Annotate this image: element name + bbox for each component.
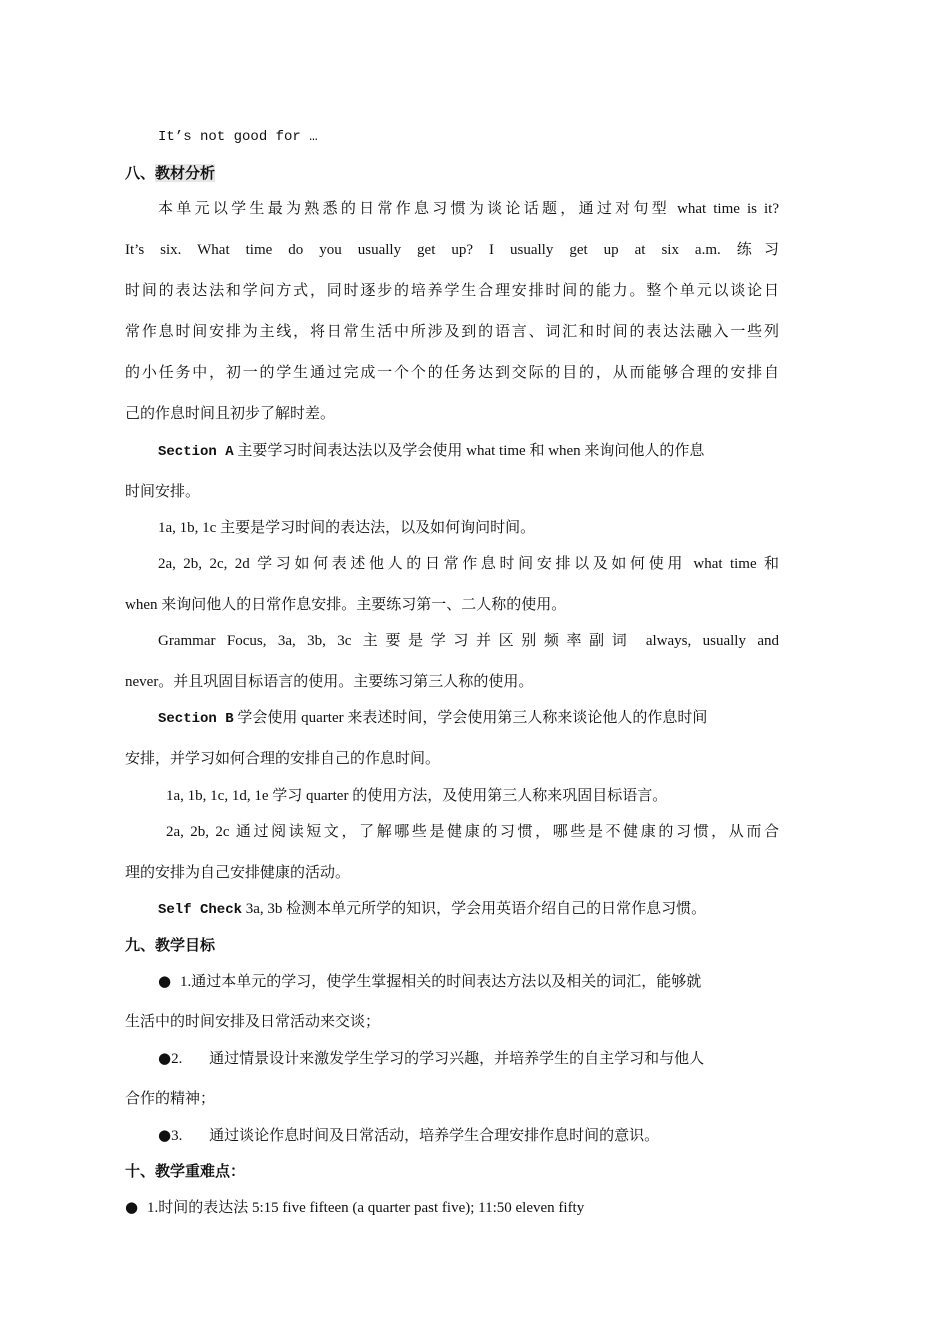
key-point-text: 1.时间的表达法 5:15 five fifteen (a quarter past five); 11:50 eleven fifty	[147, 1200, 585, 1216]
section-heading-10: 十、教学重难点：	[125, 1162, 246, 1180]
bullet-icon: ●	[125, 1198, 139, 1216]
paragraph-line: 的小任务中，初一的学生通过完成一个个的任务达到交际的目的，从而能够合理的安排自	[125, 365, 779, 381]
paragraph-line: 时间安排。	[125, 484, 201, 500]
paragraph-line: 安排，并学习如何合理的安排自己的作息时间。	[125, 751, 441, 767]
section-a-line	[158, 440, 818, 463]
section-a-text: 主要学习时间表达法以及学会使用 what time 和 when 来询问他人的作息	[233, 443, 705, 459]
paragraph-line: 理的安排为自己安排健康的活动。	[125, 865, 351, 881]
bullet-icon: ●	[158, 972, 172, 990]
paragraph-line: 合作的精神；	[125, 1091, 216, 1107]
paragraph-line: 本单元以学生最为熟悉的日常作息习惯为谈论话题，通过对句型 what time is it?	[158, 201, 779, 217]
section-b-text: 学会使用 quarter 来表述时间，学会使用第三人称来谈论他人的作息时间	[233, 710, 708, 726]
heading-number: 八、	[125, 164, 156, 182]
self-check-line	[158, 898, 818, 921]
goal-number: 2.	[171, 1051, 183, 1067]
paragraph-line: 2a, 2b, 2c 通过阅读短文，了解哪些是健康的习惯，哪些是不健康的习惯，从而合	[166, 824, 779, 840]
section-a-label: Section A	[158, 444, 234, 460]
goal-item	[158, 1047, 818, 1070]
paragraph-line: 时间的表达法和学问方式，同时逐步的培养学生合理安排时间的能力。整个单元以谈论日	[125, 283, 779, 299]
bullet-icon: ●	[158, 1049, 172, 1067]
paragraph-line: never。并且巩固目标语言的使用。主要练习第三人称的使用。	[125, 674, 534, 690]
goal-text: 通过谈论作息时间及日常活动，培养学生合理安排作息时间的意识。	[209, 1128, 660, 1144]
goal-item	[158, 970, 818, 993]
paragraph-line: 生活中的时间安排及日常活动来交谈；	[125, 1014, 381, 1030]
goal-text: 1.通过本单元的学习，使学生掌握相关的时间表达方法以及相关的词汇，能够就	[180, 974, 702, 990]
paragraph-line: It’s six. What time do you usually get up? I usually get up at six a.m. 练习	[125, 242, 779, 258]
bullet-icon: ●	[158, 1126, 172, 1144]
paragraph-line: 2a, 2b, 2c, 2d 学习如何表述他人的日常作息时间安排以及如何使用 what time 和	[158, 556, 779, 572]
paragraph-line: 1a, 1b, 1c, 1d, 1e 学习 quarter 的使用方法，及使用第三人称来巩固目标语言。	[166, 788, 668, 804]
goal-item	[158, 1124, 818, 1147]
paragraph-line: when 来询问他人的日常作息安排。主要练习第一、二人称的使用。	[125, 597, 567, 613]
heading-title-highlighted: 教材分析	[155, 164, 216, 182]
section-heading-9: 九、教学目标	[125, 936, 216, 954]
paragraph-line: Grammar Focus, 3a, 3b, 3c 主要是学习并区别频率副词 always, usually and	[158, 633, 779, 649]
paragraph-line: 常作息时间安排为主线，将日常生活中所涉及到的语言、词汇和时间的表达法融入一些列	[125, 324, 779, 340]
self-check-label: Self Check	[158, 902, 243, 918]
section-b-line	[158, 707, 818, 730]
goal-text: 通过情景设计来激发学生学习的学习兴趣，并培养学生的自主学习和与他人	[209, 1051, 705, 1067]
section-heading-8	[125, 162, 785, 184]
text-line: It’s not good for …	[158, 129, 318, 145]
self-check-text: 3a, 3b 检测本单元所学的知识，学会用英语介绍自己的日常作息习惯。	[242, 901, 707, 917]
paragraph-line: 1a, 1b, 1c 主要是学习时间的表达法，以及如何询问时间。	[158, 520, 536, 536]
goal-number: 3.	[171, 1128, 183, 1144]
key-point-item	[125, 1196, 785, 1219]
paragraph-line: 己的作息时间且初步了解时差。	[125, 406, 336, 422]
section-b-label: Section B	[158, 711, 234, 727]
